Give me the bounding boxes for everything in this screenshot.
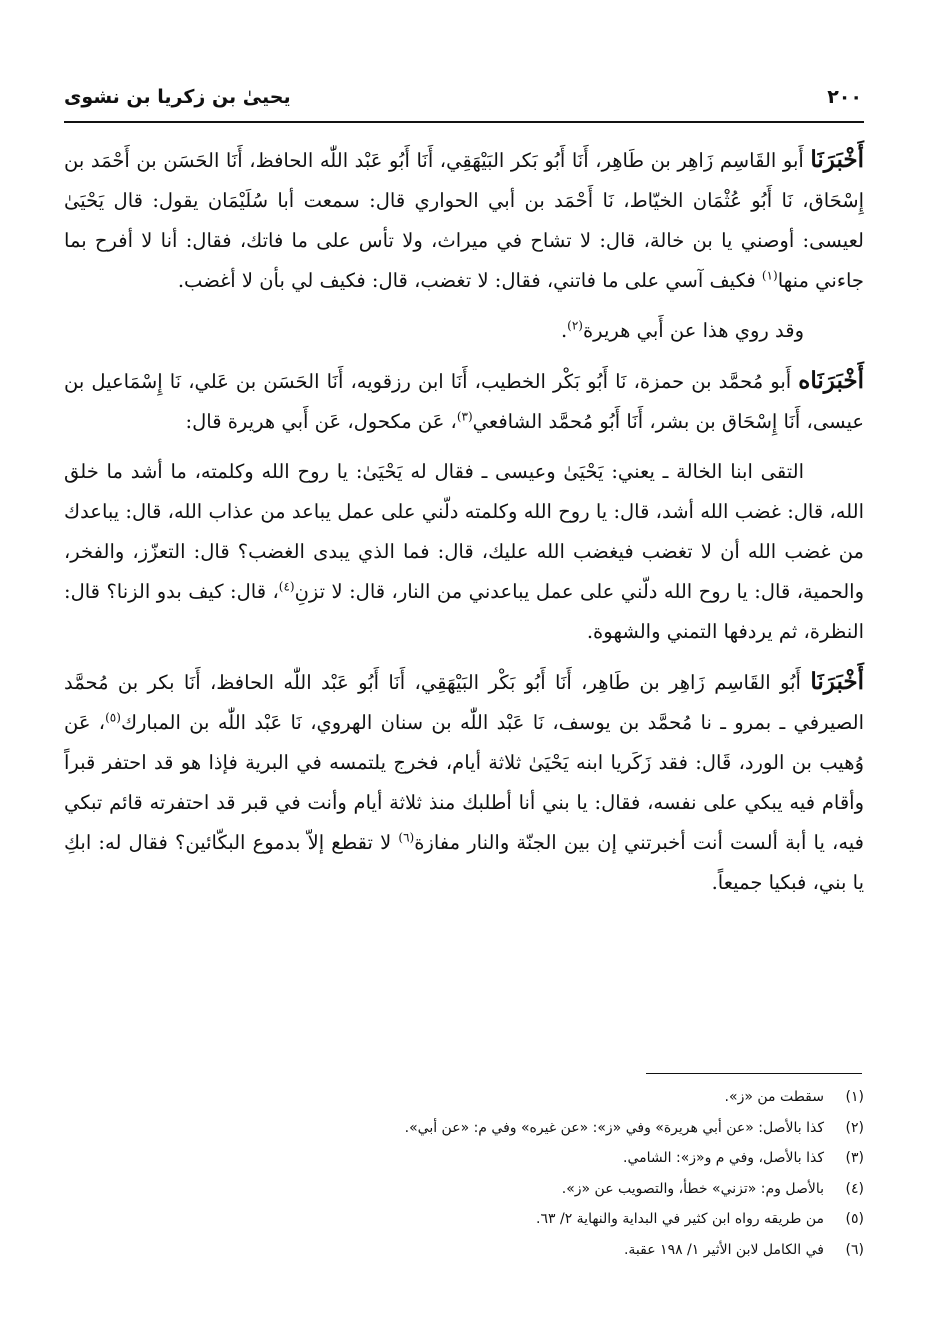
- page-number: ٢٠٠: [827, 86, 862, 108]
- paragraph-2: [64, 311, 864, 351]
- footnote-number: (١): [845, 1089, 864, 1105]
- paragraph-text: لا تقطع إلاّ بدموع البكّائين؟ فقال له: ابكِ يا بني، فبكيا جميعاً.: [64, 831, 864, 894]
- footnote-number: (٢): [845, 1119, 864, 1136]
- footnote-text: كذا بالأصل، وفي م و«ز»: الشامي.: [623, 1150, 824, 1166]
- footnote-ref-2[interactable]: (٢): [567, 318, 583, 333]
- isnad-lead-word: أَخْبَرَنَا: [810, 668, 864, 695]
- running-title: يحيىٰ بن زكريا بن نشوى: [64, 86, 291, 108]
- paragraph-text: أَبو القَاسِم زَاهِر بن طَاهِر، أَنَا أَبُو بَكر البَيْهَقِي، أَنَا أَبُو عَبْد اللّٰه الحافظ، أَنَا الحَسَن بن أَحْمَد بن إِسْحَاق، نَا أَبُو عُثْمَان الخيّاط، نَا أَحْمَد بن أبي الحواري قال: سمعت أبا سُلَيْمَان يقول: قال يَحْيَىٰ لعيسى: أوصني يا بن خالة، قال: لا تشاح في ميراث، ولا تأس على ما فاتك، فقال: أنا لا أفرح بما جاءني منها: [64, 149, 864, 292]
- paragraph-3: [64, 361, 864, 442]
- isnad-lead-word: أَخْبَرَنَا: [810, 146, 864, 173]
- footnote-number: (٥): [845, 1211, 864, 1227]
- footnote-ref-6[interactable]: (٦): [398, 830, 415, 845]
- paragraph-4: [64, 452, 864, 652]
- footnote-text: سقطت من «ز».: [724, 1089, 824, 1105]
- footnote-item: [64, 1143, 864, 1174]
- isnad-lead-word: أَخْبَرَنَاه: [798, 367, 864, 394]
- footnote-item: [64, 1235, 864, 1266]
- main-text: [64, 140, 864, 913]
- page-header: [64, 84, 862, 116]
- footnote-ref-1[interactable]: (١): [761, 268, 778, 283]
- footnote-text: بالأصل وم: «تزني» خطأ، والتصويب عن «ز».: [561, 1180, 824, 1197]
- footnote-text: من طريقه رواه ابن كثير في البداية والنهاية ٢/ ٦٣.: [536, 1211, 824, 1227]
- footnote-number: (٦): [845, 1241, 864, 1258]
- paragraph-1: [64, 140, 864, 301]
- paragraph-text: ، قال: كيف بدو الزنا؟ قال: النظرة، ثم يردفها التمني والشهوة.: [64, 580, 864, 643]
- paragraph-text: فكيف آسي على ما فاتني، فقال: لا تغضب، قال: فكيف لي بأن لا أغضب.: [177, 269, 762, 292]
- paragraph-text: وقد روي هذا عن أَبي هريرة: [582, 319, 804, 342]
- footnote-text: في الكامل لابن الأثير ١/ ١٩٨ عقبة.: [623, 1241, 824, 1258]
- footnote-number: (٤): [845, 1180, 864, 1197]
- paragraph-text: أَبو مُحمَّد بن حمزة، نَا أَبُو بَكْر الخطيب، أَنَا ابن رزقويه، أَنَا الحَسَن بن عَلي، نَا إِسْمَاعيل بن عيسى، أَنَا إِسْحَاق بن بشر، أَنَا أَبُو مُحمَّد الشافعي: [64, 370, 864, 433]
- footnote-divider: [646, 1073, 862, 1074]
- footnote-ref-4[interactable]: (٤): [278, 579, 295, 594]
- footnote-item: [64, 1082, 864, 1113]
- paragraph-text: ، عَن مكحول، عَن أَبي هريرة قال:: [185, 410, 457, 433]
- paragraph-5: [64, 662, 864, 903]
- footnotes: [64, 1082, 864, 1265]
- footnote-text: كذا بالأصل: «عن أبي هريرة» وفي «ز»: «عن غيره» وفي م: «عن أبي».: [404, 1119, 824, 1136]
- paragraph-text: .: [560, 319, 568, 342]
- footnote-ref-5[interactable]: (٥): [105, 710, 121, 725]
- paragraph-text: التقى ابنا الخالة ـ يعني: يَحْيَىٰ وعيسى ـ فقال له يَحْيَىٰ: يا روح الله وكلمته، ما أشد ما خلق الله، قال: غضب الله أشد، قال: يا روح الله وكلمته دلّني على عمل يباعد من عذاب الله، قال: يباعدك من غضب الله أن لا تغضب فيغضب الله عليك، قال: فما الذي يبدى الغضب؟ قال: التعزّز، والفخر، والحمية، قال: يا روح الله دلّني على عمل يباعدني من النار، قال: لا تزنِ: [64, 460, 865, 603]
- paragraph-text: أَبُو القَاسِم زَاهِر بن طَاهِر، أَنَا أَبُو بَكْر البَيْهَقِي، أَنَا أَبُو عَبْد اللّٰه الحافظ، أَنَا بكر بن مُحمَّد الصيرفي ـ بمرو ـ نا مُحمَّد بن يوسف، نَا عَبْد اللّٰه بن سنان الهروي، نَا عَبْد اللّٰه بن المبارك: [64, 671, 864, 734]
- footnote-item: [64, 1113, 864, 1144]
- footnote-item: [64, 1174, 864, 1205]
- footnote-number: (٣): [845, 1150, 864, 1166]
- header-divider: [64, 121, 864, 123]
- paragraph-text: ، عَن وُهيب بن الورد، قَال: فقد زَكَريا ابنه يَحْيَىٰ ثلاثة أيام، فخرج يلتمسه في البرية فإذا هو قد احتفر قبراً وأقام فيه يبكي على نفسه، فقال: يا بني أنا أطلبك منذ ثلاثة أيام وأنت في قبر قد احتفرته قائم تبكي فيه، يا أبة ألست أنت أخبرتني إن بين الجنّة والنار مفازة: [64, 711, 865, 854]
- footnote-ref-3[interactable]: (٣): [456, 409, 473, 424]
- footnote-item: [64, 1204, 864, 1235]
